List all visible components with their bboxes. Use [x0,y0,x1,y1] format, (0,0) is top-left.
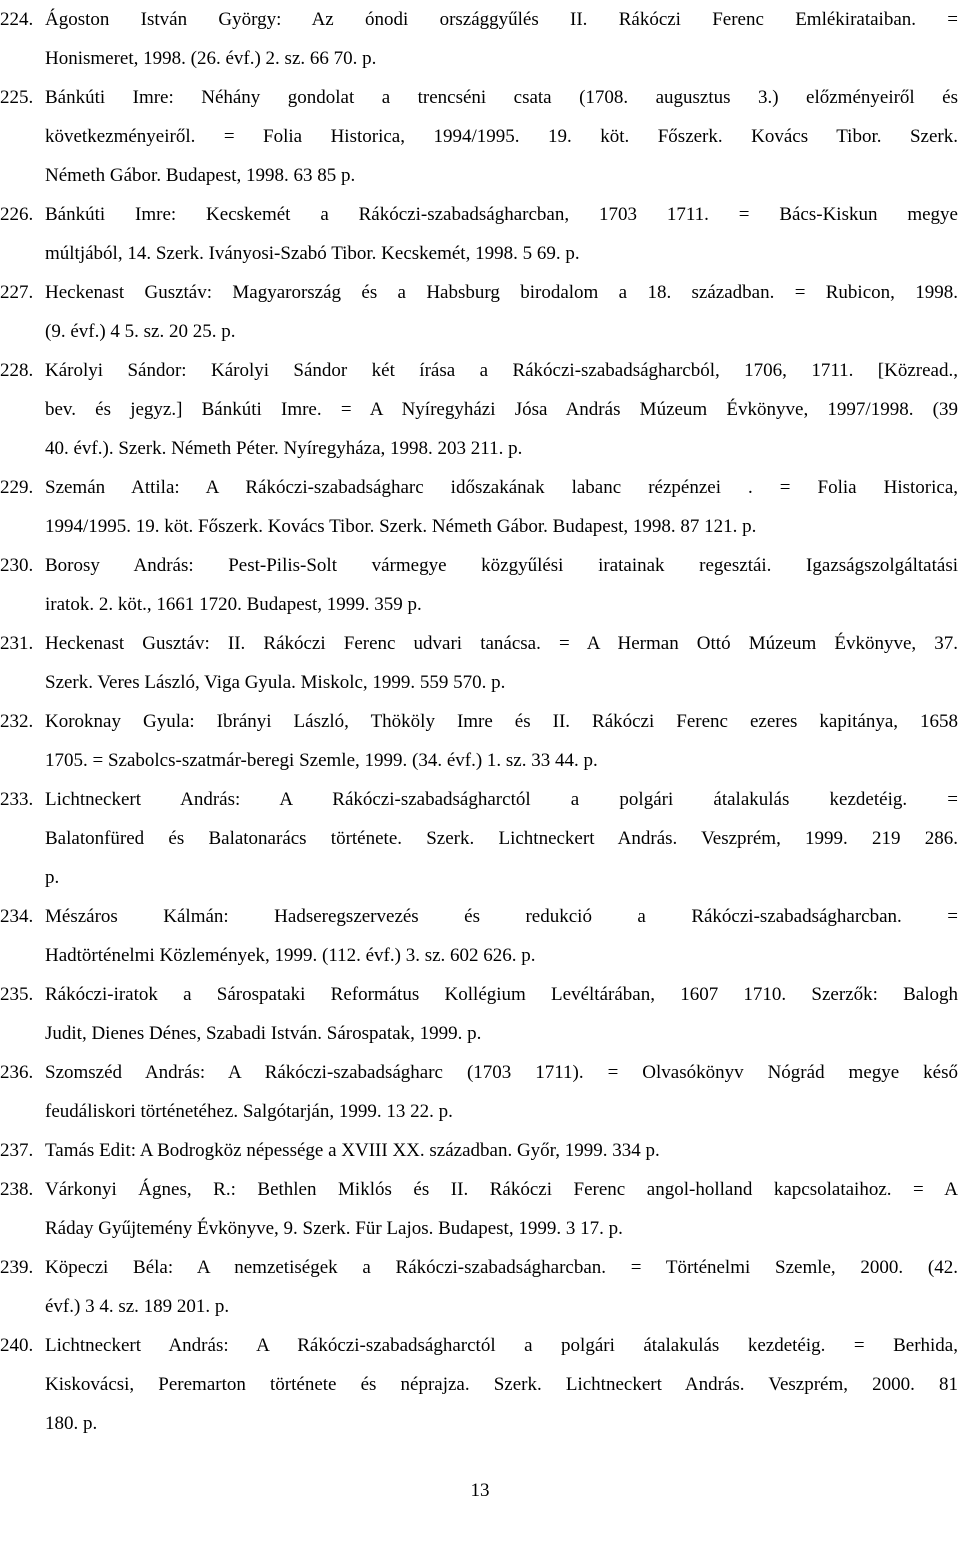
entry-text-line: Ráday Gyűjtemény Évkönyve, 9. Szerk. Für Lajos. Budapest, 1999. 3 17. p. [45,1218,623,1239]
bibliography-entry [0,1131,958,1170]
entry-number: 229. [0,477,34,498]
entry-number: 230. [0,555,34,576]
entry-number: 235. [0,984,34,1005]
bibliography-entry [0,468,958,546]
bibliography-entry [0,780,958,897]
entry-text-line: következményeiről. = Folia Historica, 1994/1995. 19. köt. Főszerk. Kovács Tibor. Szerk. [45,126,958,147]
entry-number: 239. [0,1257,34,1278]
entry-text-line: Honismeret, 1998. (26. évf.) 2. sz. 66 70. p. [45,48,377,69]
bibliography-entry [0,351,958,468]
entry-number: 231. [0,633,34,654]
entry-text-line: Szemán Attila: A Rákóczi-szabadságharc időszakának labanc rézpénzei . = Folia Historica, [45,477,958,498]
entry-number: 234. [0,906,34,927]
entry-number: 225. [0,87,34,108]
entry-text-line: 1705. = Szabolcs-szatmár-beregi Szemle, 1999. (34. évf.) 1. sz. 33 44. p. [45,750,598,771]
entry-number: 240. [0,1335,34,1356]
entry-text-line: Mészáros Kálmán: Hadseregszervezés és redukció a Rákóczi-szabadságharcban. = [45,906,958,927]
entry-text-line: Szerk. Veres László, Viga Gyula. Miskolc, 1999. 559 570. p. [45,672,506,693]
bibliography-entry [0,897,958,975]
bibliography-entry [0,1326,958,1443]
entry-text-line: Heckenast Gusztáv: II. Rákóczi Ferenc udvari tanácsa. = A Herman Ottó Múzeum Évkönyve, 37. [45,633,958,654]
entry-number: 227. [0,282,34,303]
bibliography-entry [0,273,958,351]
entry-text-line: Hadtörténelmi Közlemények, 1999. (112. évf.) 3. sz. 602 626. p. [45,945,536,966]
entry-text-line: évf.) 3 4. sz. 189 201. p. [45,1296,230,1317]
entry-number: 232. [0,711,34,732]
page-number: 13 [470,1480,490,1501]
bibliography-entry [0,195,958,273]
entry-number: 226. [0,204,34,225]
entry-text-line: Lichtneckert András: A Rákóczi-szabadságharctól a polgári átalakulás kezdetéig. = Berhida, [45,1335,958,1356]
entry-number: 233. [0,789,34,810]
bibliography-entry [0,975,958,1053]
bibliography-entry [0,1053,958,1131]
bibliography-entry [0,702,958,780]
entry-number: 224. [0,9,34,30]
entry-text-line: 180. p. [45,1413,98,1434]
entry-text-line: iratok. 2. köt., 1661 1720. Budapest, 1999. 359 p. [45,594,422,615]
entry-text-line: Heckenast Gusztáv: Magyarország és a Habsburg birodalom a 18. században. = Rubicon, 1998. [45,282,958,303]
entry-number: 237. [0,1140,34,1161]
entry-text-line: Bánkúti Imre: Kecskemét a Rákóczi-szabadságharcban, 1703 1711. = Bács-Kiskun megye [45,204,958,225]
entry-text-line: múltjából, 14. Szerk. Iványosi-Szabó Tibor. Kecskemét, 1998. 5 69. p. [45,243,580,264]
entry-text-line: Ágoston István György: Az ónodi országgyűlés II. Rákóczi Ferenc Emlékirataiban. = [45,9,958,30]
bibliography-entry [0,78,958,195]
entry-text-line: Judit, Dienes Dénes, Szabadi István. Sárospatak, 1999. p. [45,1023,482,1044]
entry-text-line: Várkonyi Ágnes, R.: Bethlen Miklós és II. Rákóczi Ferenc angol-holland kapcsolataihoz. = A [45,1179,958,1200]
entry-text-line: p. [45,867,60,888]
bibliography-entry [0,624,958,702]
bibliography-entry [0,0,958,78]
entry-number: 238. [0,1179,34,1200]
entry-text-line: feudáliskori történetéhez. Salgótarján, 1999. 13 22. p. [45,1101,453,1122]
entry-text-line: Tamás Edit: A Bodrogköz népessége a XVIII XX. században. Győr, 1999. 334 p. [45,1140,660,1161]
entry-text-line: 40. évf.). Szerk. Németh Péter. Nyíregyháza, 1998. 203 211. p. [45,438,523,459]
entry-text-line: Balatonfüred és Balatonarács története. Szerk. Lichtneckert András. Veszprém, 1999. 219 286. [45,828,958,849]
entry-number: 228. [0,360,34,381]
entry-text-line: Koroknay Gyula: Ibrányi László, Thököly Imre és II. Rákóczi Ferenc ezeres kapitánya, 1658 [45,711,958,732]
entry-text-line: Borosy András: Pest-Pilis-Solt vármegye közgyűlési iratainak regesztái. Igazságszolgáltatási [45,555,958,576]
entry-text-line: Lichtneckert András: A Rákóczi-szabadságharctól a polgári átalakulás kezdetéig. = [45,789,958,810]
entry-text-line: Németh Gábor. Budapest, 1998. 63 85 p. [45,165,356,186]
bibliography-entry [0,1248,958,1326]
entry-text-line: bev. és jegyz.] Bánkúti Imre. = A Nyíregyházi Jósa András Múzeum Évkönyve, 1997/1998. (39 [45,399,958,420]
entry-text-line: (9. évf.) 4 5. sz. 20 25. p. [45,321,236,342]
entry-text-line: Bánkúti Imre: Néhány gondolat a trencséni csata (1708. augusztus 3.) előzményeiről és [45,87,958,108]
entry-text-line: Károlyi Sándor: Károlyi Sándor két írása a Rákóczi-szabadságharcból, 1706, 1711. [Közread., [45,360,958,381]
bibliography-entry [0,546,958,624]
entry-text-line: Kiskovácsi, Peremarton története és néprajza. Szerk. Lichtneckert András. Veszprém, 2000. 81 [45,1374,958,1395]
entry-text-line: 1994/1995. 19. köt. Főszerk. Kovács Tibor. Szerk. Németh Gábor. Budapest, 1998. 87 121. p. [45,516,757,537]
entry-text-line: Rákóczi-iratok a Sárospataki Református Kollégium Levéltárában, 1607 1710. Szerzők: Balogh [45,984,958,1005]
entry-text-line: Köpeczi Béla: A nemzetiségek a Rákóczi-szabadságharcban. = Történelmi Szemle, 2000. (42. [45,1257,958,1278]
entry-text-line: Szomszéd András: A Rákóczi-szabadságharc (1703 1711). = Olvasókönyv Nógrád megye késő [45,1062,958,1083]
entry-number: 236. [0,1062,34,1083]
bibliography-entry [0,1170,958,1248]
